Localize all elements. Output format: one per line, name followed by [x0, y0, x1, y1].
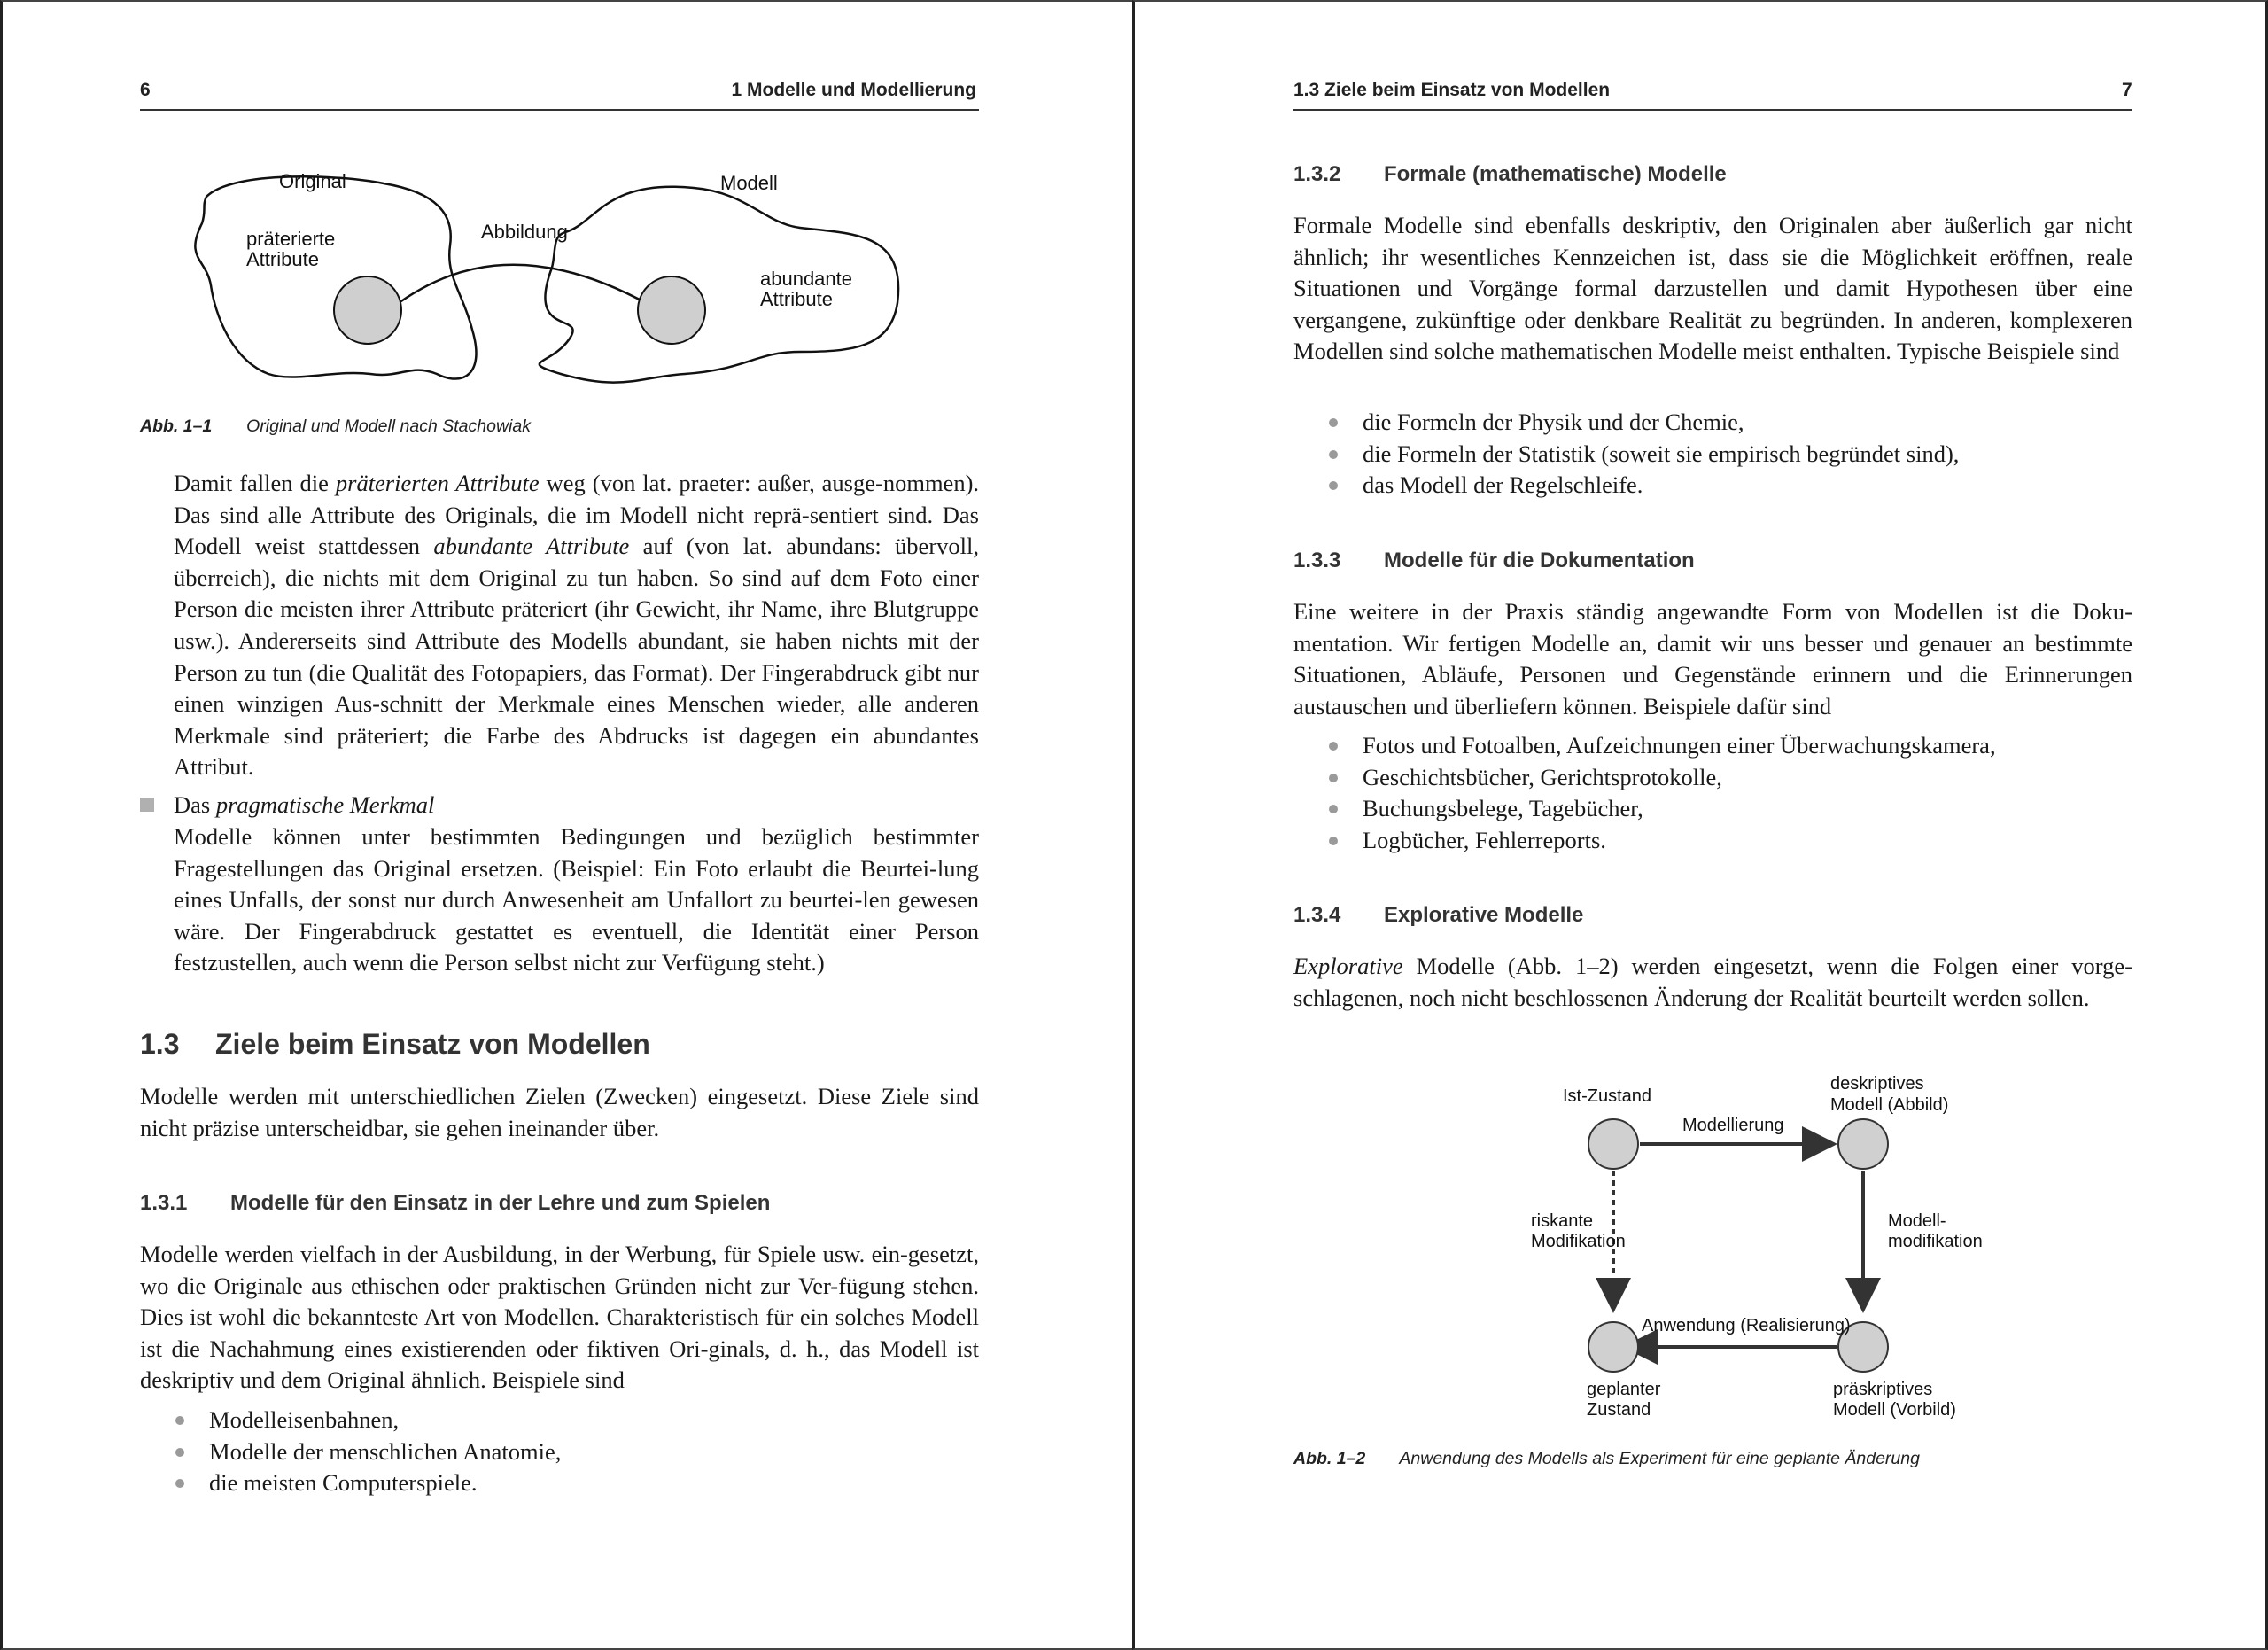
label-deskriptives-2: Modell (Abbild)	[1830, 1095, 1949, 1115]
list-item: Modelle der menschlichen Anatomie,	[209, 1436, 561, 1468]
list-item: die meisten Computerspiele.	[209, 1467, 561, 1499]
paragraph-1-3-4: Explorative Modelle (Abb. 1–2) werden eingesetzt, wenn die Folgen einer vorge-schlagenen, noch nicht beschlossenen Änderung der Realität beurteilt werden sollen.	[1293, 953, 2132, 1011]
list-item: Buchungsbelege, Tagebücher,	[1363, 793, 1996, 825]
label-praeskriptives-2: Modell (Vorbild)	[1833, 1400, 1956, 1420]
running-head-right: 1.3 Ziele beim Einsatz von Modellen	[1293, 80, 1611, 100]
subsection-heading-1-3-4: 1.3.4 Explorative Modelle	[1293, 903, 1584, 927]
node-deskriptives-modell	[1838, 1119, 1888, 1169]
subsection-heading-1-3-1: 1.3.1 Modelle für den Einsatz in der Lehre und zum Spielen	[140, 1191, 771, 1215]
label-abbildung: Abbildung	[481, 221, 568, 243]
running-head-left: 1 Modelle und Modellierung	[731, 80, 976, 100]
label-modellierung: Modellierung	[1682, 1116, 1784, 1135]
list-item: Modelleisenbahnen,	[209, 1405, 561, 1436]
paragraph-attribute: Damit fallen die präterierten Attribute weg (von lat. praeter: außer, ausge-nommen). Das sind alle Attribute des Originals, die im Modell nicht reprä-sentiert sind. Das Modell weist stattdessen abundante Attribute auf (von lat. abundans: übervoll, überreich), die nichts mit dem Original zu tun haben. So sind auf dem Foto einer Person die meisten ihrer Attribute präteriert (ihr Gewicht, ihr Name, ihre Blutgruppe usw.). Andererseits sind Attribute des Modells abundant, sie haben nichts mit der Person zu tun (die Qualität des Fotopapiers, das Format). Der Fingerabdruck gibt nur einen winzigen Aus-schnitt der Merkmale eines Menschen wieder, alle anderen Merkmale sind präteriert; die Farbe des Abdrucks ist dagegen ein abundantes Attribut.	[174, 470, 980, 781]
label-anwendung: Anwendung (Realisierung)	[1642, 1316, 1851, 1335]
list-1-3-3	[1363, 730, 1996, 856]
subsection-heading-1-3-2: 1.3.2 Formale (mathematische) Modelle	[1293, 162, 1727, 186]
node-geplanter-zustand	[1588, 1322, 1638, 1372]
right-page	[1132, 0, 2268, 1650]
paragraph-pragmatisch: Modelle können unter bestimmten Bedingungen und bezüglich bestimmter Fragestellungen das Original ersetzen. (Beispiel: Ein Foto erlaubt die Beurtei-lung eines Unfalls, der sonst nur durch Anwesenheit am Unfallort zu beurtei-len gewesen wäre. Der Fingerabdruck gestattet es eventuell, die Identität einer Person festzustellen, auch wenn die Person selbst nicht zur Verfügung steht.)	[174, 823, 979, 977]
square-bullet	[140, 798, 154, 812]
label-praeskriptives-1: präskriptives	[1833, 1380, 1933, 1399]
label-geplanter-2: Zustand	[1587, 1400, 1651, 1420]
list-item: Fotos und Fotoalben, Aufzeichnungen einer Überwachungskamera,	[1363, 730, 1996, 762]
list-item: Geschichtsbücher, Gerichtsprotokolle,	[1363, 762, 1996, 794]
label-deskriptives-1: deskriptives	[1830, 1074, 1924, 1094]
figure2-caption	[1293, 1449, 1920, 1469]
list-item: Logbücher, Fehlerreports.	[1363, 825, 1996, 857]
left-page	[0, 0, 1132, 1650]
figure-original-modell	[180, 161, 924, 401]
paragraph-section-1-3: Modelle werden mit unterschiedlichen Zielen (Zwecken) eingesetzt. Diese Ziele sind nicht präzise unterscheidbar, sie gehen ineinander über.	[140, 1083, 979, 1141]
subsection-heading-1-3-3: 1.3.3 Modelle für die Dokumentation	[1293, 549, 1695, 572]
label-praeterierte-2: Attribute	[246, 248, 319, 270]
paragraph-1-3-2: Formale Modelle sind ebenfalls deskriptiv, den Originalen aber äußerlich gar nicht ähnlich; ihr wesentliches Kennzeichen ist, dass sie die Möglichkeit eröffnen, reale Situationen und Vorgänge formal darzustellen und damit Hypothesen über eine vergangene, zukünftige oder denkbare Realität zu begründen. In anderen, komplexeren Modellen sind solche mathematischen Modelle meist enthalten. Typische Beispiele sind	[1293, 212, 2132, 365]
paragraph-1-3-1: Modelle werden vielfach in der Ausbildung, in der Werbung, für Spiele usw. ein-gesetzt, wo die Originale aus ethischen oder praktischen Gründen nicht zur Ver-fügung stehen. Dies ist wohl die bekannteste Art von Modellen. Charakteristisch für ein solches Modell ist die Nachahmung eines existierenden oder fiktiven Ori-ginals, d. h., das Modell ist deskriptiv und dem Original ähnlich. Beispiele sind	[140, 1241, 979, 1394]
label-riskante-1: riskante	[1531, 1211, 1594, 1231]
page-number-left: 6	[140, 80, 151, 100]
list-item: die Formeln der Statistik (soweit sie empirisch begründet sind),	[1363, 439, 1959, 471]
paragraph-1-3-3: Eine weitere in der Praxis ständig angewandte Form von Modellen ist die Doku-mentation. Wir fertigen Modelle an, damit wir uns besser und genauer an bestimmte Situationen, Abläufe, Personen und Gegenstände erinnern und die Erinnerungen austauschen und überliefern können. Beispiele dafür sind	[1293, 598, 2132, 720]
modell-circle	[638, 276, 705, 344]
label-geplanter-1: geplanter	[1587, 1380, 1661, 1399]
label-riskante-2: Modifikation	[1531, 1232, 1626, 1251]
list-item: das Modell der Regelschleife.	[1363, 470, 1959, 502]
original-shape	[195, 176, 476, 378]
figure-explorative-modelle	[1374, 1065, 2083, 1437]
header-rule-left	[140, 109, 979, 111]
section-heading-1-3: 1.3 Ziele beim Einsatz von Modellen	[140, 1028, 650, 1060]
figure1-caption	[140, 416, 531, 437]
label-ist-zustand: Ist-Zustand	[1563, 1086, 1652, 1106]
label-abundante-2: Attribute	[760, 288, 833, 310]
abbildung-line	[392, 265, 649, 307]
page-number-right: 7	[2122, 80, 2132, 100]
header-rule-right	[1293, 109, 2132, 111]
node-ist-zustand	[1588, 1119, 1638, 1169]
figure2-caption-label: Abb. 1–2	[1293, 1449, 1366, 1468]
figure1-caption-label: Abb. 1–1	[140, 416, 213, 436]
figure1-caption-text: Original und Modell nach Stachowiak	[246, 416, 531, 436]
list-1-3-2	[1363, 407, 1959, 502]
label-praeterierte-1: präterierte	[246, 228, 336, 250]
label-modellmod-2: modifikation	[1888, 1232, 1983, 1251]
figure2-caption-text: Anwendung des Modells als Experiment für eine geplante Änderung	[1399, 1449, 1920, 1468]
bullet-pragmatisch: Das pragmatische Merkmal	[174, 791, 435, 818]
label-modellmod-1: Modell-	[1888, 1211, 1946, 1231]
list-item: die Formeln der Physik und der Chemie,	[1363, 407, 1959, 439]
label-abundante-1: abundante	[760, 268, 852, 290]
list-1-3-1	[209, 1405, 561, 1499]
label-modell: Modell	[720, 172, 778, 194]
original-circle	[334, 276, 401, 344]
label-original: Original	[279, 170, 346, 192]
